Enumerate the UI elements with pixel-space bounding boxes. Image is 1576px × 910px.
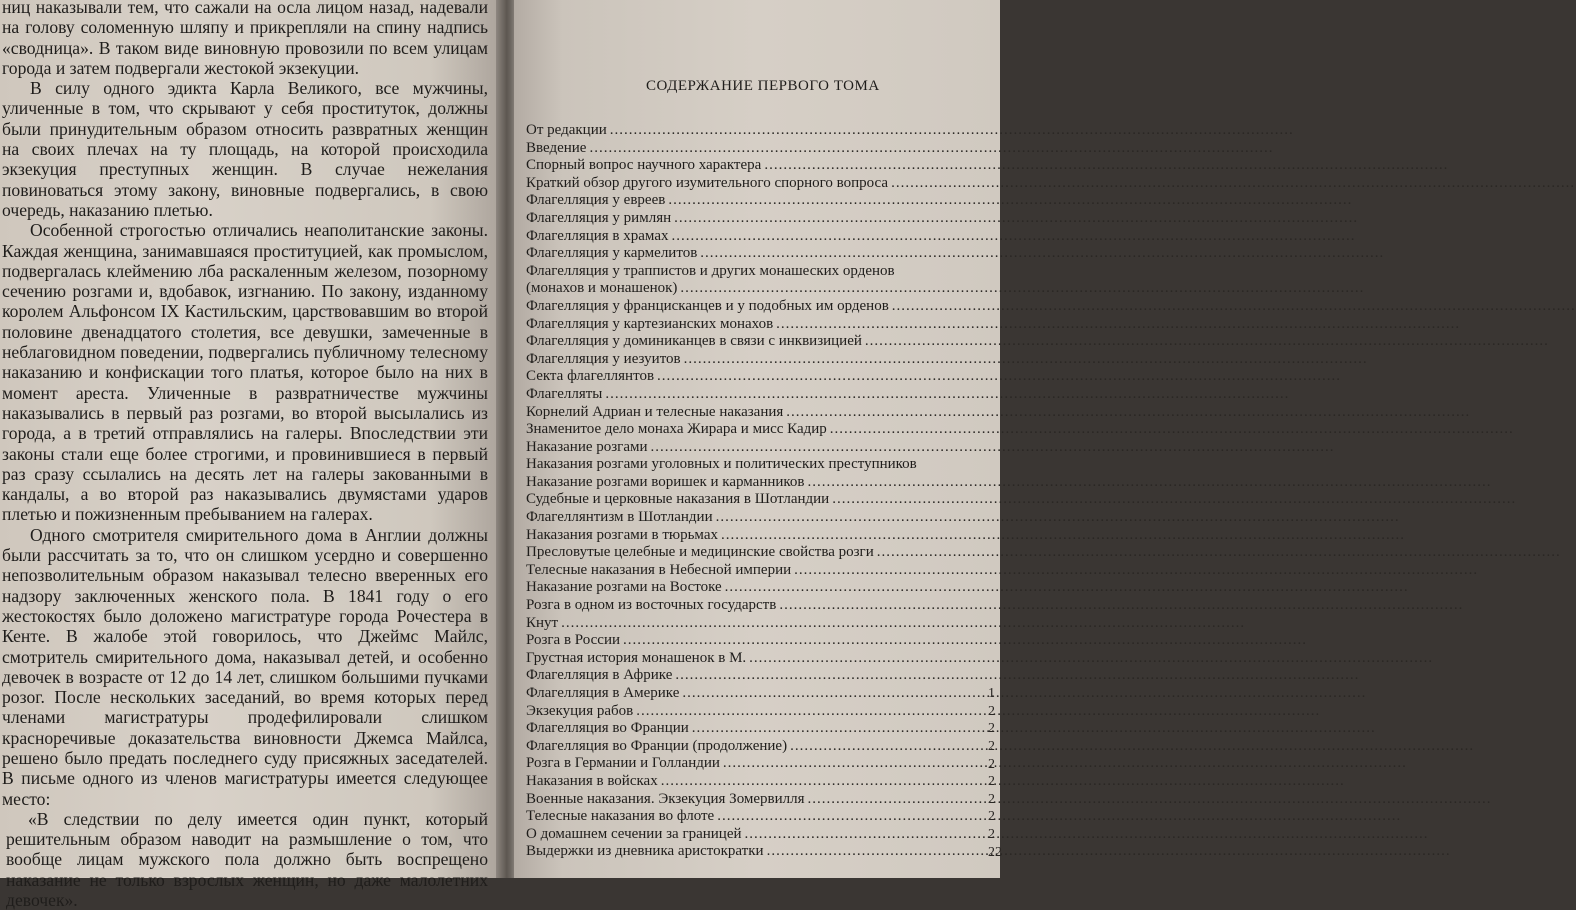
toc-entry-label: Знаменитое дело монаха Жирара и мисс Кадир — [526, 421, 827, 438]
toc-leader-dots — [636, 703, 1320, 721]
toc-entry — [526, 615, 994, 633]
toc-entry — [526, 439, 994, 457]
toc-page-number: 2 — [988, 721, 995, 737]
toc-leader-dots — [657, 368, 1341, 386]
toc-entry-label: Флагелляты — [526, 385, 603, 402]
toc-entry — [526, 738, 994, 756]
toc-entry-label: Выдержки из дневника аристократки — [526, 843, 764, 860]
toc-leader-dots — [684, 351, 1368, 369]
quote-paragraph: «В следствии по делу имеется один пункт, который решительным образом наводит на размышление о том, что вообще лицам мужского пола должно быть воспрещено наказание не только взрослых женщин, но даже малолетних девочек». — [6, 808, 488, 910]
toc-page-number: 2 — [988, 756, 995, 772]
toc-leader-dots — [776, 316, 1460, 334]
toc-leader-dots — [723, 755, 1407, 773]
toc-leader-dots — [877, 544, 1561, 562]
paragraph: ниц наказывали тем, что сажали на осла лицом назад, надевали на голову соломенную шляпу и прикрепляли на спину надпись «сводница». В таком виде виновную провозили по всем улицам города и затем подвергали жестокой экзекуции. — [2, 0, 488, 78]
toc-entry-label: Флагелляция в Америке — [526, 685, 680, 701]
table-of-contents — [526, 122, 994, 861]
toc-entry — [526, 280, 994, 298]
toc-leader-dots — [865, 333, 1549, 351]
toc-entry — [526, 175, 994, 193]
toc-entry — [526, 562, 994, 580]
toc-entry-label: Флагелляция у картезианских монахов — [526, 315, 774, 332]
toc-entry-label: Экзекуция рабов — [526, 702, 634, 719]
right-page — [514, 0, 1000, 878]
toc-leader-dots — [610, 122, 1294, 140]
toc-page-number: 2 — [988, 809, 995, 825]
toc-entry-label: О домашнем сечении за границей — [526, 825, 742, 842]
toc-page-number: 2 — [988, 703, 995, 719]
toc-entry — [526, 808, 994, 826]
toc-leader-dots — [671, 228, 1355, 246]
toc-leader-dots — [674, 210, 1358, 228]
toc-entry — [526, 404, 994, 422]
toc-leader-dots — [891, 175, 1575, 193]
toc-page-number: 2 — [988, 774, 995, 790]
toc-leader-dots — [716, 509, 1400, 527]
toc-leader-dots — [721, 527, 1405, 545]
toc-entry — [526, 386, 994, 404]
toc-entry — [526, 703, 994, 721]
toc-entry-label: Флагелляция у францисканцев и у подобных им орденов — [526, 297, 889, 314]
left-page-text — [2, 0, 488, 910]
toc-leader-dots — [692, 720, 1376, 738]
toc-entry — [526, 210, 994, 228]
toc-entry-label: Флагелляция в Африке — [526, 667, 673, 684]
toc-entry-label: Флагелляция у иезуитов — [526, 350, 681, 367]
paragraph: Одного смотрителя смирительного дома в Англии должны были рассчитать за то, что он слишком усердно и совершенно непозволительным образом наказывал телесно вверенных его надзору заключенных женского пола. В 1841 году о его жестокостях было доложено магистратуре города Рочестера в Кенте. В жалобе этой говорилось, что Джеймс Майлс, смотритель смирительного дома, наказывал детей, и особенно девочек в возрасте от 12 до 14 лет, слишком большими пучками розог. После нескольких заседаний, во время которых перед членами магистратуры продефилировали слишком красноречивые доказательства виновности Джемса Майлса, решено было предать последнего суду присяжных заседателей. В письме одного из членов магистратуры имеется следующее место: — [2, 524, 488, 809]
toc-entry — [526, 192, 994, 210]
toc-entry-label: Пресловутые целебные и медицинские свойства розги — [526, 544, 874, 561]
toc-entry — [526, 650, 994, 668]
toc-entry-label: Флагелляция во Франции — [526, 720, 689, 737]
toc-entry — [526, 140, 994, 158]
toc-entry — [526, 122, 994, 140]
toc-entry-label: Секта флагеллянтов — [526, 368, 655, 385]
toc-page-number: 2 — [988, 739, 995, 754]
toc-entry-label: Грустная история монашенок в М. — [526, 649, 747, 666]
toc-entry — [526, 791, 994, 809]
toc-entry-label: Кнут — [526, 614, 559, 631]
toc-leader-dots — [680, 280, 1364, 298]
toc-entry — [526, 632, 994, 650]
toc-entry — [526, 351, 994, 369]
toc-entry — [526, 263, 994, 281]
toc-entry — [526, 755, 994, 773]
toc-leader-dots — [832, 491, 1516, 509]
toc-leader-dots — [892, 298, 1576, 316]
toc-leader-dots — [749, 650, 1433, 668]
toc-entry — [526, 685, 994, 703]
toc-leader-dots — [725, 579, 1409, 597]
toc-entry — [526, 474, 994, 492]
toc-page-number: 2 — [988, 791, 995, 807]
toc-entry-label: Флагелляция у доминиканцев в связи с инквизицией — [526, 333, 862, 350]
toc-entry-label: Флагелляция во Франции (продолжение) — [526, 737, 788, 754]
toc-leader-dots — [700, 245, 1384, 263]
toc-leader-dots — [675, 667, 1359, 685]
toc-entry — [526, 826, 994, 844]
toc-entry — [526, 333, 994, 351]
toc-entry — [526, 157, 994, 175]
toc-entry-label: Флагелляция в храмах — [526, 227, 669, 244]
toc-entry-label: Корнелий Адриан и телесные наказания — [526, 403, 784, 420]
toc-entry — [526, 316, 994, 334]
paragraph: В силу одного эдикта Карла Великого, все мужчины, уличенные в том, что скрывают у себя проституток, должны были принудительным образом относить развратных женщин на своих плечах на ту площадь, на которой происходила экзекуция преступных женщин. В случае нежелания повиноваться этому закону, виновные подвергались, в свою очередь, наказанию плетью. — [2, 78, 488, 220]
toc-entry-label: Телесные наказания во флоте — [526, 808, 715, 825]
toc-leader-dots — [764, 157, 1448, 175]
toc-leader-dots — [651, 439, 1335, 457]
toc-entry-label: Наказание розгами на Востоке — [526, 579, 722, 596]
toc-leader-dots — [779, 597, 1463, 615]
toc-entry-label: Розга в одном из восточных государств — [526, 597, 777, 614]
toc-leader-dots — [794, 562, 1478, 580]
toc-title: СОДЕРЖАНИЕ ПЕРВОГО ТОМА — [646, 78, 880, 94]
toc-leader-dots — [808, 474, 1492, 492]
toc-leader-dots — [745, 826, 1429, 844]
toc-entry — [526, 421, 994, 439]
toc-entry-label: Наказания розгами уголовных и политических преступников — [526, 456, 917, 473]
toc-entry-label: Флагелляция у римлян — [526, 209, 672, 226]
paragraph: Особенной строгостью отличались неаполитанские законы. Каждая женщина, занимавшаяся проституцией, как промыслом, подвергалась клеймению лба раскаленным железом, позорному сечению розгами и, вдобавок, изгнанию. По закону, изданному королем Альфонсом IX Кастильским, царствовавшим во второй половине двенадцатого столетия, все девушки, замеченные в неблаговидном поведении, подвергались публичному телесному наказанию и конфискации того платья, которое было на них в момент ареста. Уличенные в развратничестве мужчины наказывались в первый раз розгами, во второй высылались из города, а в третий отправлялись на галеры. Впоследствии эти законы стали еще более строгими, и провинившиеся в первый раз сразу ссылались на десять лет на галеры закованными в кандалы, а во второй раз наказывались двумястами ударов плетью и пожизненным пребыванием на галерах. — [2, 220, 488, 525]
toc-leader-dots — [786, 404, 1470, 422]
toc-entry — [526, 298, 994, 316]
toc-entry-label: Розга в Германии и Голландии — [526, 755, 720, 772]
toc-page-number: 1 — [988, 686, 995, 702]
toc-entry-label: (монахов и монашенок) — [526, 280, 678, 297]
toc-entry-label: Наказания розгами в тюрьмах — [526, 526, 718, 543]
toc-entry-label: Телесные наказания в Небесной империи — [526, 561, 792, 578]
toc-entry — [526, 544, 994, 562]
left-page — [0, 0, 506, 910]
toc-leader-dots — [790, 738, 1474, 756]
toc-entry-label: От редакции — [526, 122, 607, 138]
toc-leader-dots — [623, 632, 1307, 650]
toc-entry — [526, 228, 994, 246]
toc-entry-label: Краткий обзор другого изумительного спорного вопроса — [526, 174, 889, 191]
toc-entry-label: Флагелляция у евреев — [526, 192, 666, 209]
toc-leader-dots — [661, 773, 1345, 791]
toc-entry — [526, 597, 994, 615]
toc-entry — [526, 843, 994, 861]
toc-entry-label: Наказания в войсках — [526, 772, 658, 789]
toc-entry — [526, 773, 994, 791]
toc-entry-label: Судебные и церковные наказания в Шотландии — [526, 491, 830, 508]
toc-entry-label: Военные наказания. Экзекуция Зомервилля — [526, 790, 805, 807]
toc-entry — [526, 368, 994, 386]
toc-leader-dots — [589, 140, 1273, 158]
toc-leader-dots — [830, 421, 1514, 439]
toc-entry-label: Введение — [526, 139, 587, 156]
toc-page-number: 2 — [988, 827, 995, 842]
toc-entry — [526, 456, 994, 474]
toc-page-number: 22 — [988, 844, 1002, 860]
toc-entry-label: Спорный вопрос научного характера — [526, 157, 762, 174]
toc-leader-dots — [668, 192, 1352, 210]
toc-entry — [526, 579, 994, 597]
toc-leader-dots — [717, 808, 1401, 826]
toc-entry-label: Наказание розгами — [526, 438, 648, 455]
toc-entry-label: Флагеллянтизм в Шотландии — [526, 509, 713, 526]
toc-entry — [526, 527, 994, 545]
toc-entry-label: Розга в России — [526, 632, 620, 649]
toc-leader-dots — [808, 791, 1492, 809]
toc-entry — [526, 245, 994, 263]
toc-leader-dots — [561, 615, 1245, 633]
toc-entry — [526, 491, 994, 509]
toc-leader-dots — [682, 685, 1366, 703]
toc-entry-label: Наказание розгами воришек и карманников — [526, 473, 805, 490]
toc-leader-dots — [605, 386, 1289, 404]
toc-entry-label: Флагелляция у траппистов и других монашеских орденов — [526, 262, 895, 279]
toc-entry — [526, 509, 994, 527]
toc-entry-label: Флагелляция у кармелитов — [526, 245, 698, 262]
toc-leader-dots — [767, 843, 1451, 861]
toc-entry — [526, 720, 994, 738]
toc-entry — [526, 667, 994, 685]
